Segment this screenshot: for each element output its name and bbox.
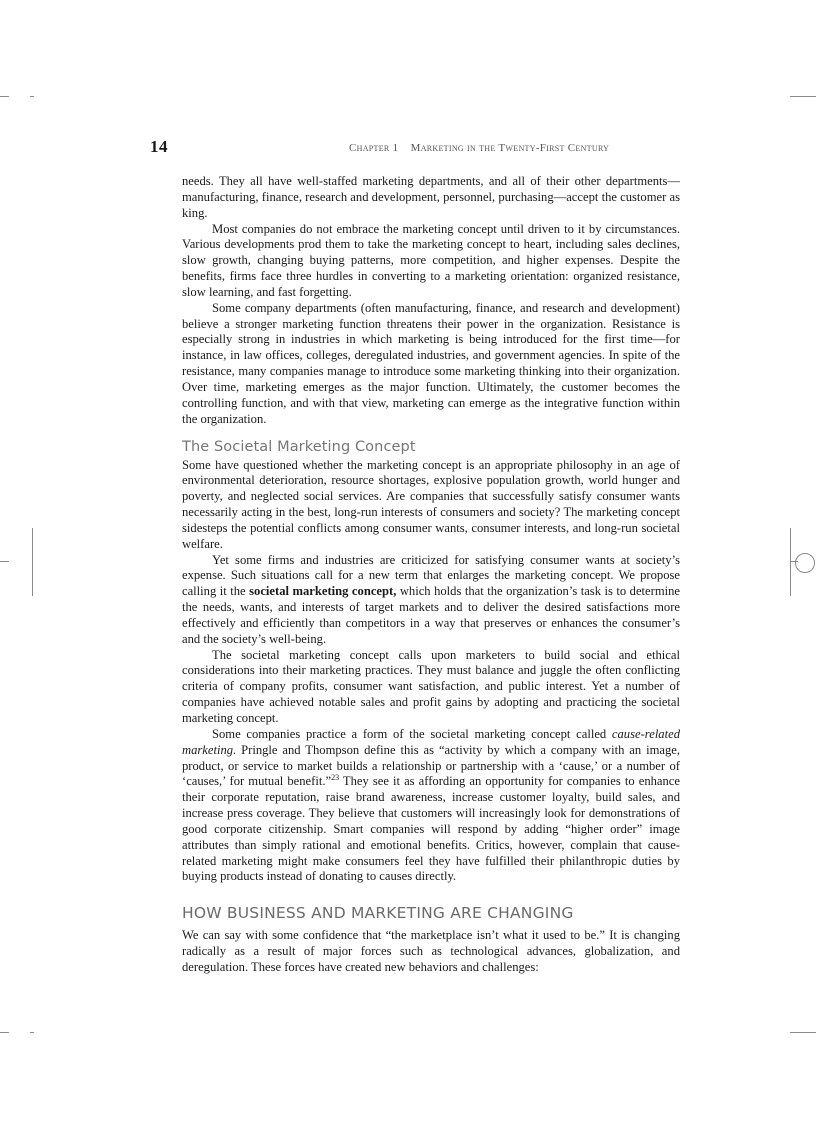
page-body xyxy=(182,174,680,976)
text-run: Yet some firms and industries are criticized for satisfying consumer wants at society’s expense. Such situations call for a new term that enlarges the marketing concept. We propose calling it the xyxy=(182,552,680,599)
crop-mark-top-right xyxy=(790,96,816,97)
crop-mark-top-left-tick xyxy=(30,96,34,97)
italic-term: cause-related marketing. xyxy=(182,726,680,757)
footnote-ref: 23 xyxy=(331,773,340,783)
running-head-chapter: Chapter 1 xyxy=(349,142,399,154)
registration-mark xyxy=(795,553,815,573)
crop-mark-bottom-left-tick xyxy=(30,1032,34,1033)
running-head xyxy=(349,142,609,154)
section-heading-societal-marketing: The Societal Marketing Concept xyxy=(182,438,416,455)
text-run: Pringle and Thompson define this as “activity by which a company with an image, product, or service to market builds a relationship or partnership with a ‘cause,’ or a number of ‘causes,’ for mutual benefit.” xyxy=(182,742,680,789)
text-run: which holds that the organization’s task is to determine the needs, wants, and interests of target markets and to deliver the desired satisfactions more effectively and efficiently than competitors in a way that preserves or enhances the consumer’s and the society’s well-being. xyxy=(182,584,680,646)
paragraph xyxy=(182,727,680,885)
crop-mark-mid-right-vertical xyxy=(790,528,791,596)
running-head-title: Marketing in the Twenty-First Century xyxy=(410,142,610,154)
paragraph: Some company departments (often manufacturing, finance, and research and development) believe a stronger marketing function threatens their power in the organization. Resistance is especially strong in industries in which marketing is being introduced for the first time—for instance, in law offices, colleges, deregulated industries, and government agencies. In spite of the resistance, many companies manage to introduce some marketing thinking into their organization. Over time, marketing emerges as the major function. Ultimately, the customer becomes the controlling function, and with that view, marketing can emerge as the integrative function within the organization. xyxy=(182,300,680,426)
crop-mark-mid-left-vertical xyxy=(32,528,33,596)
text-run: They see it as affording an opportunity for companies to enhance their corporate reputation, raise brand awareness, increase customer loyalty, build sales, and increase press coverage. They believe that customers will increasingly look for demonstrations of good corporate citizenship. Smart companies will respond by adding “higher order” image attributes than simply rational and emotional benefits. Critics, however, complain that cause-related marketing might make consumers feel they have fulfilled their philanthropic duties by buying products instead of donating to causes directly. xyxy=(182,774,680,884)
text-run: Some companies practice a form of the societal marketing concept called xyxy=(212,726,612,741)
paragraph: needs. They all have well-staffed marketing departments, and all of their other departments—manufacturing, finance, research and development, personnel, purchasing—accept the customer as king. xyxy=(182,174,680,220)
paragraph: We can say with some confidence that “the marketplace isn’t what it used to be.” It is changing radically as a result of major forces such as technological advances, globalization, and deregulation. These forces have created new behaviors and challenges: xyxy=(182,928,680,974)
crop-mark-top-left xyxy=(0,96,9,97)
section-heading-business-changing: HOW BUSINESS AND MARKETING ARE CHANGING xyxy=(182,904,574,923)
paragraph: Most companies do not embrace the marketing concept until driven to it by circumstances. Various developments prod them to take the marketing concept to heart, including sales declines, slow growth, changing buying patterns, more competition, and higher expenses. Despite the benefits, firms face three hurdles in converting to a marketing orientation: organized resistance, slow learning, and fast forgetting. xyxy=(182,221,680,299)
key-term: societal marketing concept, xyxy=(249,584,397,599)
crop-mark-bottom-left xyxy=(0,1032,9,1033)
paragraph: The societal marketing concept calls upon marketers to build social and ethical considerations into their marketing practices. They must balance and juggle the often conflicting criteria of company profits, consumer want satisfaction, and public interest. Yet a number of companies have achieved notable sales and profit gains by adopting and practicing the societal marketing concept. xyxy=(182,647,680,725)
paragraph: Some have questioned whether the marketing concept is an appropriate philosophy in an age of environmental deterioration, resource shortages, explosive population growth, world hunger and poverty, and neglected social services. Are companies that successfully satisfy consumer wants necessarily acting in the best, long-run interests of consumers and society? The marketing concept sidesteps the potential conflicts among consumer wants, consumer interests, and long-run societal welfare. xyxy=(182,457,680,551)
page-number: 14 xyxy=(150,137,168,156)
crop-mark-mid-left xyxy=(0,561,9,562)
paragraph xyxy=(182,553,680,648)
crop-mark-bottom-right xyxy=(790,1032,816,1033)
